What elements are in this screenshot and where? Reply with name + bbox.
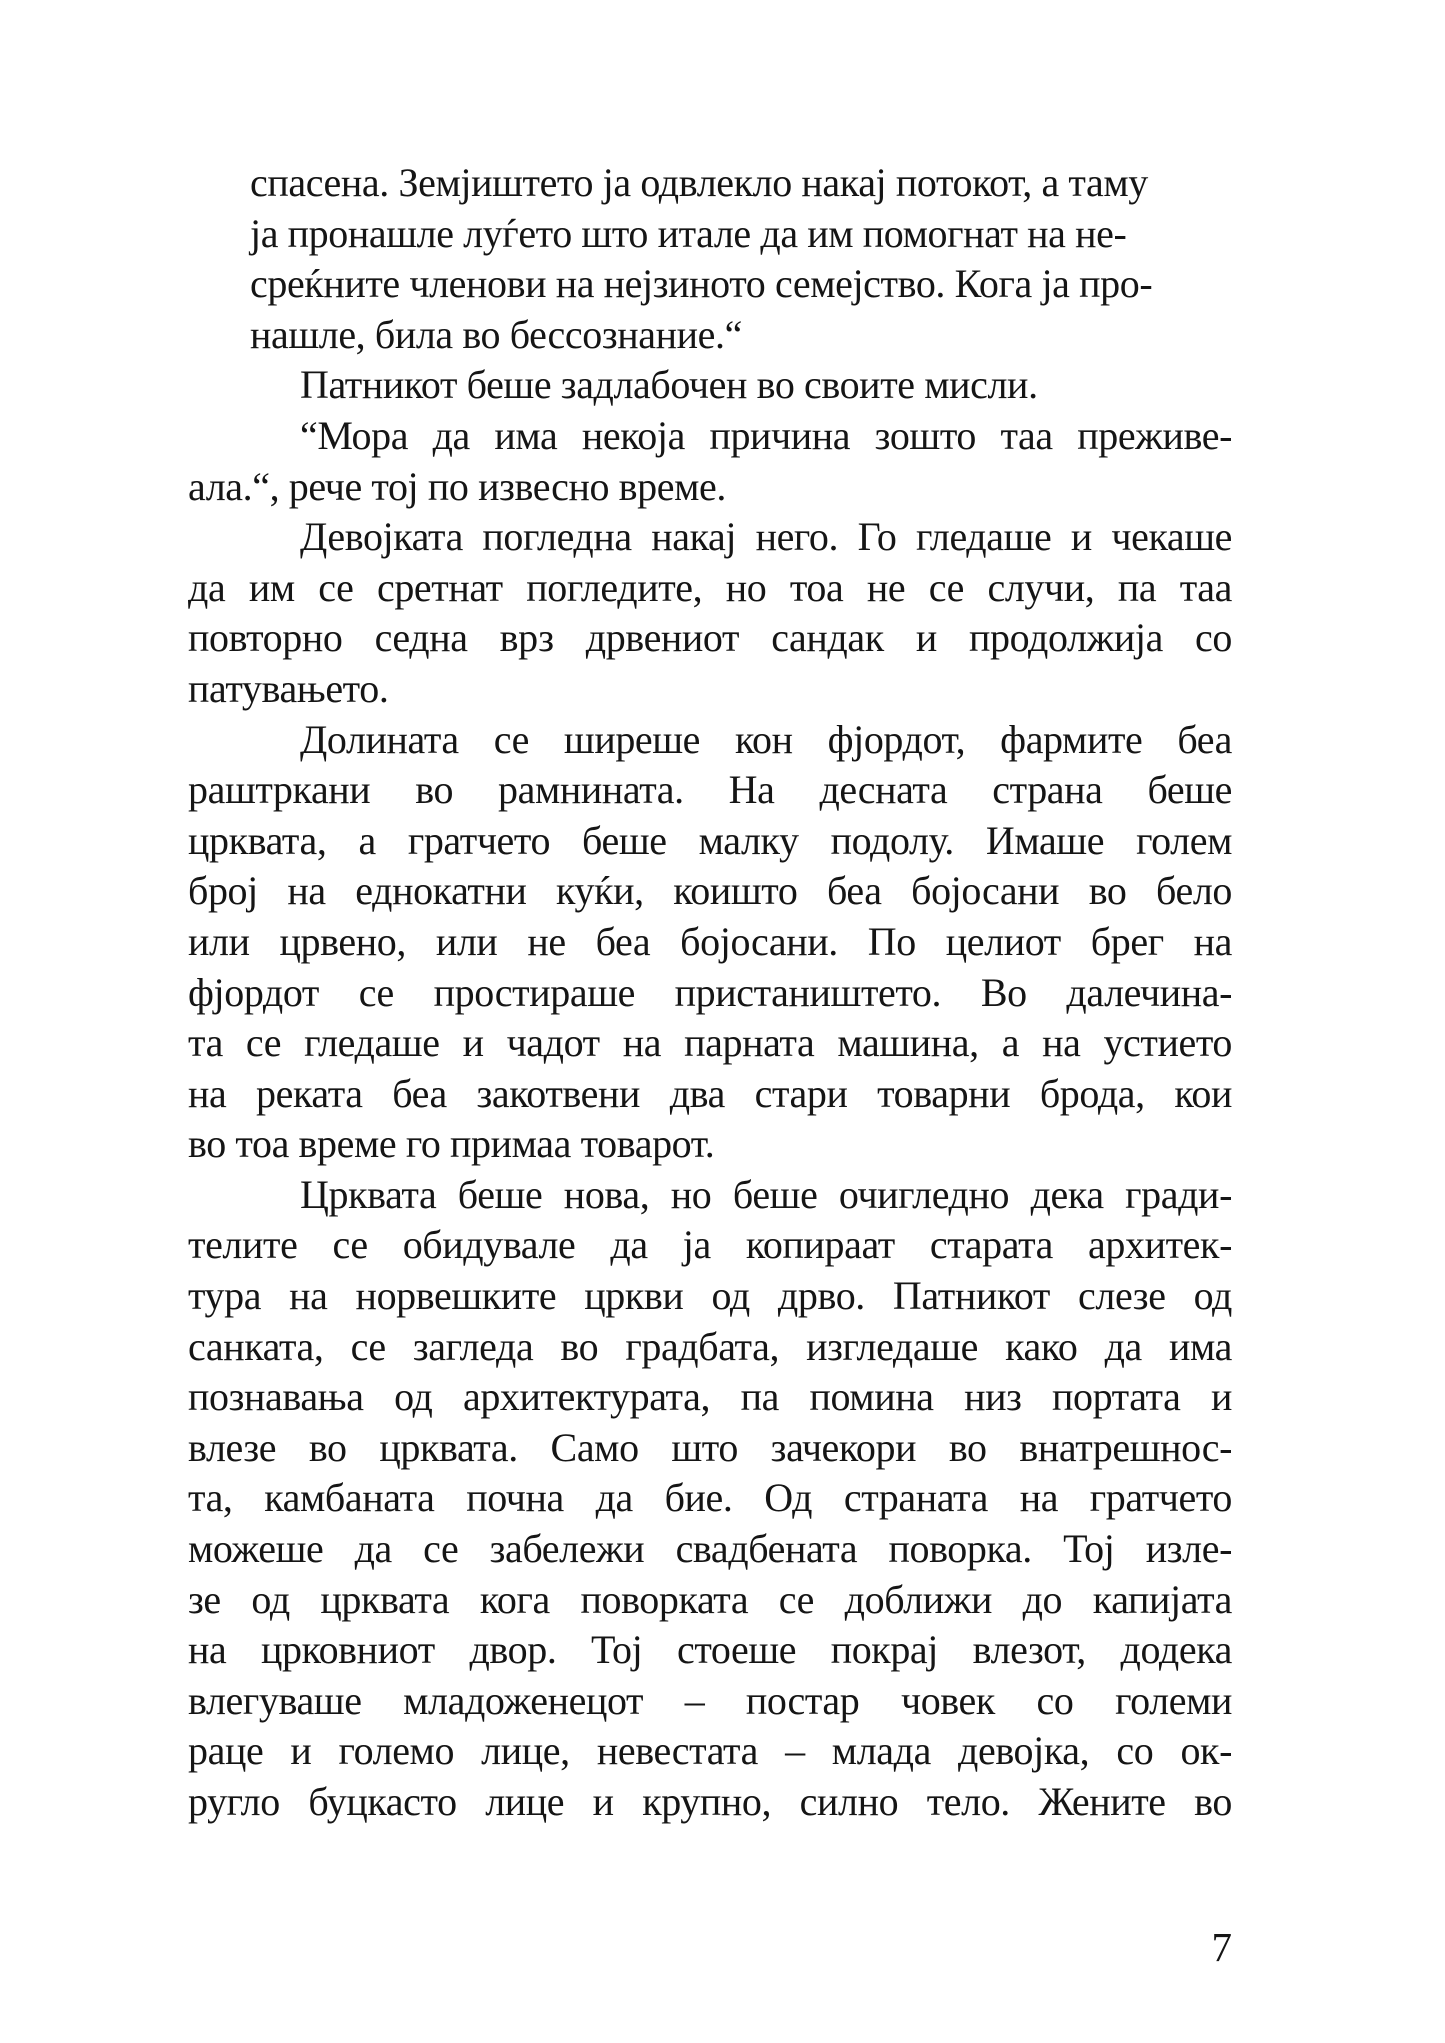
text-line: повторно седна врз дрвениот сандак и продолжија со: [188, 615, 1232, 661]
text-line: спасена. Земјиштето ја одвлекло накај потокот, а таму: [250, 160, 1148, 205]
text-line: број на еднокатни куќи, коишто беа бојосани во бело: [188, 868, 1232, 914]
text-line: раце и големо лице, невестата – млада девојка, со ок-: [188, 1728, 1232, 1774]
text-line: телите се обидувале да ја копираат старата архитек-: [188, 1222, 1232, 1268]
text-line: познавања од архитектурата, па помина низ портата и: [188, 1374, 1232, 1420]
text-line: на реката беа закотвени два стари товарни брода, кои: [188, 1070, 1232, 1116]
text-line: Црквата беше нова, но беше очигледно дека гради-: [300, 1171, 1232, 1217]
text-line: среќните членови на нејзиното семејство. Кога ја про-: [250, 261, 1153, 307]
text-line: можеше да се забележи свадбената поворка. Тој изле-: [188, 1526, 1232, 1572]
text-line: ругло буцкасто лице и крупно, силно тело. Жените во: [188, 1779, 1232, 1824]
text-line: црквата, а гратчето беше малку подолу. Имаше голем: [188, 817, 1232, 863]
text-line: раштркани во рамнината. На десната страна беше: [188, 767, 1232, 813]
text-line: “Мора да има некоја причина зошто таа преживе-: [300, 412, 1232, 458]
text-line: та, камбаната почна да бие. Од страната на гратчето: [188, 1475, 1232, 1521]
text-line: ја пронашле луѓето што итале да им помогнат на не-: [250, 210, 1127, 256]
text-line: патувањето.: [188, 665, 389, 711]
text-line: влезе во црквата. Само што зачекори во внатрешнос-: [188, 1424, 1232, 1470]
text-line: на црковниот двор. Тој стоеше покрај влезот, додека: [188, 1627, 1232, 1673]
text-line: та се гледаше и чадот на парната машина, а на устието: [188, 1020, 1232, 1066]
text-line: Девојката погледна накај него. Го гледаше и чекаше: [300, 514, 1232, 560]
text-block: [188, 158, 1232, 1828]
text-line: фјордот се простираше пристаништето. Во далечина-: [188, 969, 1232, 1015]
page-number: 7: [1211, 1924, 1232, 1970]
text-line: да им се сретнат погледите, но тоа не се случи, па таа: [188, 564, 1232, 610]
text-line: ала.“, рече тој по извесно време.: [188, 463, 726, 509]
text-line: во тоа време го примаа товарот.: [188, 1121, 715, 1167]
text-line: зе од црквата кога поворката се доближи до капијата: [188, 1576, 1232, 1622]
text-line: тура на норвешките цркви од дрво. Патникот слезе од: [188, 1273, 1232, 1319]
text-line: Долината се ширеше кон фјордот, фармите беа: [300, 716, 1232, 762]
text-line: влегуваше младоженецот – постар човек со големи: [188, 1677, 1232, 1723]
text-line: Патникот беше задлабочен во своите мисли.: [300, 362, 1038, 408]
text-line: санката, се загледа во градбата, изгледаше како да има: [188, 1323, 1232, 1369]
text-line: или црвено, или не беа бојосани. По целиот брег на: [188, 918, 1232, 964]
text-line: нашле, била во бессознание.“: [250, 311, 742, 357]
